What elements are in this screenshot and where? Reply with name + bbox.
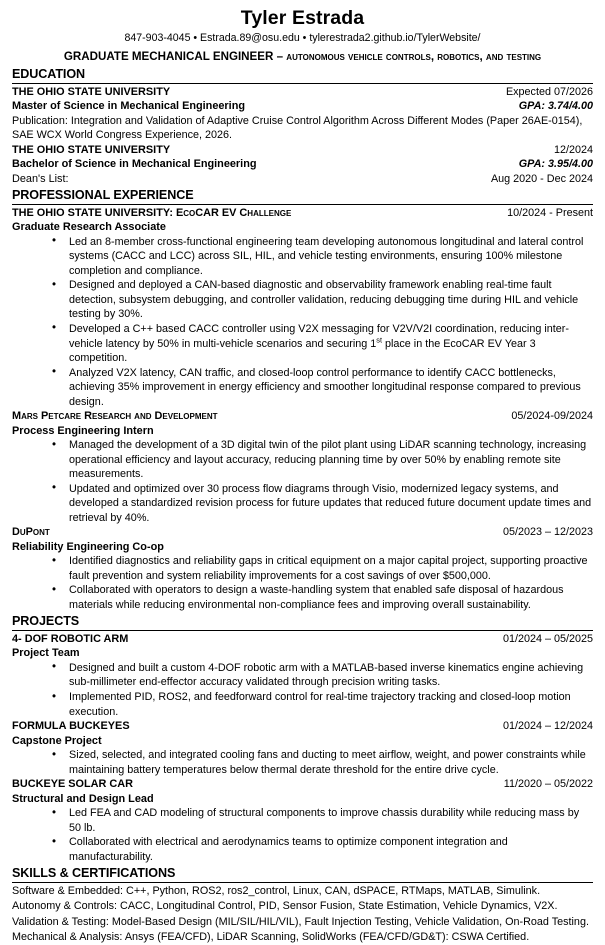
project-title: BUCKEYE SOLAR CAR [12,778,134,791]
job-title: Reliability Engineering Co-op [12,540,164,553]
employer-name [12,206,291,221]
project-title-row [12,719,593,734]
experience-employer-row [12,409,593,424]
skill-line: Autonomy & Controls: CACC, Longitudinal Control, PID, Sensor Fusion, State Estimation, Vehicle Dynamics, V2X. [12,900,558,913]
bullet-item: • Identified diagnostics and reliability gaps in critical equipment on a major capital project, supporting proactive fault prevention and system reliability improvements for a cost savings of over $500,000. [12,554,593,583]
bullet-item: • Designed and built a custom 4-DOF robotic arm with a MATLAB-based inverse kinematics engine achieving sub-millimeter end-effector accuracy validated through precision writing tasks. [12,661,593,690]
education-honors-row [12,172,593,187]
section-heading-skills: SKILLS & CERTIFICATIONS [12,866,593,883]
project-entry [12,719,593,777]
bullet-item: • Implemented PID, ROS2, and feedforward control for real-time trajectory tracking and closed-loop motion execution. [12,690,593,719]
school-name: THE OHIO STATE UNIVERSITY [12,85,171,98]
job-title: Process Engineering Intern [12,424,154,437]
section-heading-education: EDUCATION [12,67,593,84]
experience-employer-row [12,525,593,540]
employer-date: 10/2024 - Present [507,206,593,219]
project-date: 01/2024 – 12/2024 [502,720,593,733]
degree-name: Master of Science in Mechanical Engineering [12,100,246,113]
bullet-item: • Updated and optimized over 30 process flow diagrams through Visio, modernized legacy systems, and developed a standardized revision process for future updates that reduced future document update times and retrieval by 40%. [12,482,593,526]
bullet-item [12,322,593,366]
education-degree-row [12,157,593,172]
employer-date: 05/2024-09/2024 [511,410,593,423]
bullet-text-before: Developed a C++ based CACC controller using V2X messaging for V2V/V2I coordination, reducing inter-vehicle latency by 50% in multi-vehicle scenarios and securing 1 [69,322,569,350]
experience-entry [12,206,593,409]
school-name: THE OHIO STATE UNIVERSITY [12,143,171,156]
experience-entry [12,409,593,525]
experience-employer-row [12,206,593,221]
project-title: FORMULA BUCKEYES [12,720,130,733]
project-role: Capstone Project [12,734,102,747]
tagline-main: GRADUATE MECHANICAL ENGINEER – [63,50,287,64]
bullet-item: • Led an 8-member cross-functional engineering team developing autonomous longitudinal and lateral control systems (CACC and LCC) across SIL, HIL, and vehicle testing environments, ensuring 100% milestone completion and compliance. [12,235,593,279]
employer-name: Mars Petcare Research and Development [12,410,218,423]
experience-bullet-list [12,554,593,612]
project-title: 4- DOF ROBOTIC ARM [12,632,129,645]
experience-bullet-list [12,438,593,525]
contact-line: 847-903-4045 • Estrada.89@osu.edu • tylerestrada2.github.io/TylerWebsite/ [124,32,481,45]
bullet-item: • Collaborated with electrical and aerodynamics teams to optimize component integration and manufacturability. [12,835,593,864]
bullet-item: • Designed and deployed a CAN-based diagnostic and observability framework enabling real-time fault detection, subsystem debugging, and controller validation, reducing debugging time during HIL and vehicle testing by 30%. [12,278,593,322]
project-date: 11/2020 – 05/2022 [503,778,593,791]
professional-tagline [12,49,593,64]
experience-bullet-list [12,235,593,409]
education-school-row [12,85,593,100]
project-entry [12,777,593,864]
bullet-item: • Analyzed V2X latency, CAN traffic, and closed-loop control performance to identify CACC bottlenecks, achieving 35% improvement in energy efficiency and smoother longitudinal response compared to previous design. [12,366,593,410]
ordinal-suffix: st [376,334,382,344]
bullet-text-after: place in the EcoCAR EV Year 3 competition. [69,337,536,365]
project-title-row [12,777,593,792]
school-date: 12/2024 [553,143,593,156]
section-heading-projects: PROJECTS [12,614,593,631]
skill-line: Validation & Testing: Model-Based Design (MIL/SIL/HIL/VIL), Fault Injection Testing, Vehicle Validation, On-Road Testing. [12,915,589,928]
school-date: Expected 07/2026 [505,85,593,98]
degree-name: Bachelor of Science in Mechanical Engineering [12,158,257,171]
bullet-item: • Sized, selected, and integrated cooling fans and ducting to meet airflow, weight, and power constraints while maintaining battery temperatures below thermal derate threshold for the entire drive cycle. [12,748,593,777]
tagline-smallcaps: autonomous vehicle controls, robotics, and testing [286,50,542,64]
project-role: Structural and Design Lead [12,792,154,805]
gpa-value: GPA: 3.74/4.00 [518,100,593,113]
project-bullet-list [12,748,593,777]
bullet-item: • Managed the development of a 3D digital twin of the pilot plant using LiDAR scanning technology, increasing operational efficiency and layout accuracy, reducing planning time by over 50% by enabling remote site measurements. [12,438,593,482]
skill-line: Mechanical & Analysis: Ansys (FEA/CFD), LiDAR Scanning, SolidWorks (FEA/CFD/GD&T): CSWA Certified. [12,930,530,943]
gpa-value: GPA: 3.95/4.00 [518,158,593,171]
education-entry [12,143,593,187]
employer-name-smallcaps: EcoCAR EV Challenge [175,206,292,219]
job-title: Graduate Research Associate [12,221,166,234]
project-role: Project Team [12,647,80,660]
skill-line: Software & Embedded: C++, Python, ROS2, ros2_control, Linux, CAN, dSPACE, RTMaps, MATLAB, Simulink. [12,884,541,897]
section-heading-experience: PROFESSIONAL EXPERIENCE [12,188,593,205]
employer-name: DuPont [12,526,50,539]
education-note: Publication: Integration and Validation of Adaptive Cruise Control Algorithm Across Different Modes (Paper 26AE-0154), SAE WCX World Congress Experience, 2026. [12,114,583,142]
project-entry [12,632,593,719]
education-entry [12,85,593,143]
employer-name-plain: THE OHIO STATE UNIVERSITY: [12,206,176,219]
employer-date: 05/2023 – 12/2023 [502,526,593,539]
project-date: 01/2024 – 05/2025 [502,632,593,645]
project-bullet-list [12,806,593,864]
honors-label: Dean's List: [12,172,69,185]
education-degree-row [12,99,593,114]
bullet-item: • Led FEA and CAD modeling of structural components to improve chassis durability while reducing mass by 50 lb. [12,806,593,835]
experience-entry [12,525,593,612]
project-bullet-list [12,661,593,719]
education-school-row [12,143,593,158]
honors-date: Aug 2020 - Dec 2024 [490,172,593,185]
project-title-row [12,632,593,647]
bullet-item: • Collaborated with operators to design a waste-handling system that enabled safe disposal of hazardous materials while reducing environmental non-compliance fees and improving overall sustainability. [12,583,593,612]
candidate-name: Tyler Estrada [240,7,365,29]
